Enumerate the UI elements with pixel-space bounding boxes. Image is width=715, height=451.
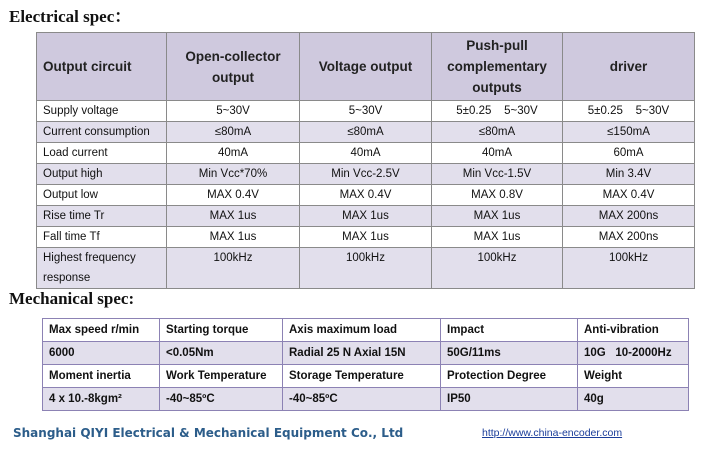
table-row: [37, 143, 695, 164]
cell-value: ≤80mA: [432, 122, 563, 143]
cell-value: IP50: [441, 388, 578, 411]
cell-value: 40mA: [167, 143, 300, 164]
column-header: Voltage output: [300, 33, 432, 101]
cell-value: MAX 1us: [167, 227, 300, 248]
table-row: [37, 206, 695, 227]
cell-value: MAX 1us: [300, 227, 432, 248]
cell-value: 100kHz: [300, 248, 432, 289]
cell-value: 5±0.25 5~30V: [432, 101, 563, 122]
cell-value: MAX 200ns: [563, 206, 695, 227]
table-row: [37, 248, 695, 289]
cell-value: 40mA: [432, 143, 563, 164]
table-row: [37, 122, 695, 143]
cell-value: 60mA: [563, 143, 695, 164]
cell-label: Work Temperature: [160, 365, 283, 388]
cell-value: 40mA: [300, 143, 432, 164]
cell-value: 40g: [578, 388, 689, 411]
row-label: Rise time Tr: [37, 206, 167, 227]
cell-value: 5~30V: [300, 101, 432, 122]
cell-value: -40~85ºC: [283, 388, 441, 411]
cell-value: Min Vcc-1.5V: [432, 164, 563, 185]
company-name: Shanghai QIYI Electrical & Mechanical Equipment Co., Ltd: [13, 426, 404, 440]
table-row: [43, 342, 689, 365]
row-label: Highest frequency response: [37, 248, 167, 289]
cell-value: ≤80mA: [167, 122, 300, 143]
cell-value: 50G/11ms: [441, 342, 578, 365]
cell-value: Radial 25 N Axial 15N: [283, 342, 441, 365]
cell-value: 4 x 10.-8kgm²: [43, 388, 160, 411]
cell-value: MAX 1us: [432, 227, 563, 248]
table-row: [37, 101, 695, 122]
cell-value: MAX 0.4V: [563, 185, 695, 206]
cell-value: -40~85ºC: [160, 388, 283, 411]
cell-label: Storage Temperature: [283, 365, 441, 388]
table-row: [37, 227, 695, 248]
cell-label: Anti-vibration: [578, 319, 689, 342]
cell-label: Starting torque: [160, 319, 283, 342]
row-label: Load current: [37, 143, 167, 164]
cell-label: Weight: [578, 365, 689, 388]
cell-value: 5~30V: [167, 101, 300, 122]
row-label: Current consumption: [37, 122, 167, 143]
cell-value: 100kHz: [432, 248, 563, 289]
mechanical-spec-heading: Mechanical spec:: [9, 289, 135, 308]
electrical-spec-table: [36, 32, 695, 289]
cell-value: 10G 10-2000Hz: [578, 342, 689, 365]
website-link[interactable]: http://www.china-encoder.com: [482, 427, 623, 439]
row-label: Fall time Tf: [37, 227, 167, 248]
cell-value: MAX 1us: [300, 206, 432, 227]
column-header: Output circuit: [37, 33, 167, 101]
table-row: [43, 319, 689, 342]
cell-value: MAX 1us: [167, 206, 300, 227]
row-label: Output low: [37, 185, 167, 206]
cell-value: Min Vcc*70%: [167, 164, 300, 185]
table-row: [43, 388, 689, 411]
column-header: driver: [563, 33, 695, 101]
cell-value: MAX 200ns: [563, 227, 695, 248]
cell-label: Axis maximum load: [283, 319, 441, 342]
mechanical-spec-table: [42, 318, 689, 411]
cell-value: ≤80mA: [300, 122, 432, 143]
column-header: Push-pull complementary outputs: [432, 33, 563, 101]
table-row: [43, 365, 689, 388]
cell-value: 100kHz: [167, 248, 300, 289]
cell-label: Impact: [441, 319, 578, 342]
cell-value: Min 3.4V: [563, 164, 695, 185]
column-header: Open-collector output: [167, 33, 300, 101]
cell-value: Min Vcc-2.5V: [300, 164, 432, 185]
table-row: [37, 185, 695, 206]
row-label: Supply voltage: [37, 101, 167, 122]
electrical-spec-heading: Electrical spec：: [9, 7, 132, 26]
electrical-header-row: [37, 33, 695, 101]
row-label: Output high: [37, 164, 167, 185]
cell-value: MAX 0.4V: [300, 185, 432, 206]
cell-value: 6000: [43, 342, 160, 365]
cell-value: <0.05Nm: [160, 342, 283, 365]
cell-label: Protection Degree: [441, 365, 578, 388]
cell-label: Max speed r/min: [43, 319, 160, 342]
cell-value: MAX 1us: [432, 206, 563, 227]
cell-value: MAX 0.8V: [432, 185, 563, 206]
cell-value: 100kHz: [563, 248, 695, 289]
cell-value: MAX 0.4V: [167, 185, 300, 206]
cell-value: ≤150mA: [563, 122, 695, 143]
cell-value: 5±0.25 5~30V: [563, 101, 695, 122]
cell-label: Moment inertia: [43, 365, 160, 388]
table-row: [37, 164, 695, 185]
